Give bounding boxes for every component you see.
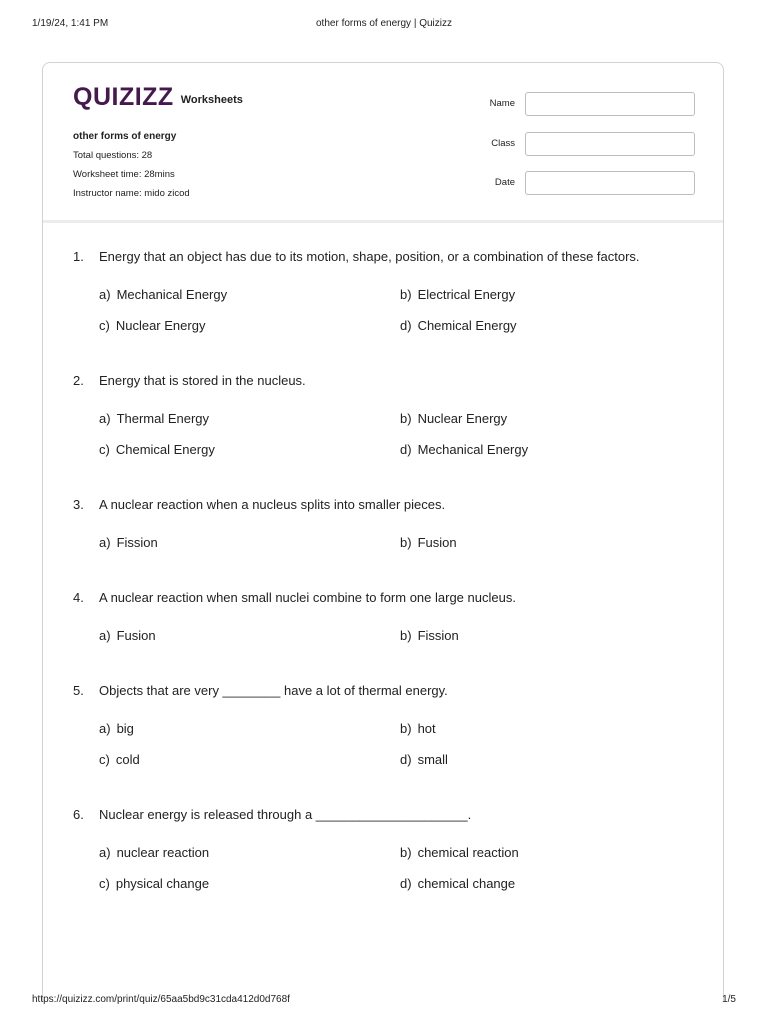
option-text: Nuclear Energy [115,318,206,333]
option-c [99,752,140,767]
worksheet-sheet [42,62,724,1002]
question-2 [73,373,693,457]
option-c [99,318,205,333]
option-letter: d) [400,876,412,891]
option-text: Electrical Energy [417,287,516,302]
question-number: 4. [73,590,84,605]
option-text: Fission [116,535,158,550]
print-footer [0,994,768,1008]
option-text: chemical reaction [417,845,519,860]
question-number: 1. [73,249,84,264]
question-text: A nuclear reaction when a nucleus splits into smaller pieces. [99,497,446,512]
class-field[interactable] [525,132,695,156]
option-d [400,442,528,457]
option-text: big [116,721,134,736]
option-a [99,535,158,550]
option-letter: b) [400,411,412,426]
option-b [400,628,459,643]
question-6 [73,807,693,891]
print-url: https://quizizz.com/print/quiz/65aa5bd9c31cda412d0d768f [32,994,290,1005]
question-text: A nuclear reaction when small nuclei combine to form one large nucleus. [99,590,516,605]
question-number: 2. [73,373,84,388]
worksheet-meta [73,127,190,203]
worksheet-header [43,63,723,223]
question-text: Nuclear energy is released through a _____________________. [99,807,472,822]
date-label: Date [494,177,515,188]
option-text: Chemical Energy [417,318,517,333]
print-header [0,18,768,32]
option-b [400,535,457,550]
option-c [99,442,215,457]
instructor-name: Instructor name: mido zicod [73,188,190,199]
option-text: Thermal Energy [116,411,210,426]
option-b [400,287,515,302]
quizizz-logo: QUIZIZZ [73,83,174,111]
option-letter: c) [99,442,110,457]
option-text: nuclear reaction [116,845,210,860]
option-letter: b) [400,721,412,736]
question-text: Energy that an object has due to its motion, shape, position, or a combination of these factors. [99,249,640,264]
option-letter: b) [400,628,412,643]
question-number: 5. [73,683,84,698]
option-text: cold [115,752,140,767]
option-letter: a) [99,411,111,426]
question-5 [73,683,693,767]
brand [73,85,243,110]
question-text: Objects that are very ________ have a lot of thermal energy. [99,683,448,698]
option-text: hot [417,721,436,736]
option-c [99,876,209,891]
option-letter: b) [400,535,412,550]
date-field[interactable] [525,171,695,195]
name-row [473,92,695,116]
option-letter: a) [99,845,111,860]
question-3 [73,497,693,550]
option-a [99,287,227,302]
option-letter: c) [99,752,110,767]
option-d [400,318,517,333]
option-a [99,628,156,643]
option-letter: a) [99,628,111,643]
page-number: 1/5 [722,994,736,1005]
name-label: Name [489,98,515,109]
option-letter: c) [99,876,110,891]
question-number: 6. [73,807,84,822]
option-text: Mechanical Energy [116,287,228,302]
question-1 [73,249,693,333]
option-text: Chemical Energy [115,442,215,457]
option-letter: a) [99,721,111,736]
option-letter: b) [400,845,412,860]
option-a [99,411,209,426]
option-letter: d) [400,442,412,457]
print-datetime: 1/19/24, 1:41 PM [32,18,109,29]
total-questions: Total questions: 28 [73,150,153,161]
date-row [473,171,695,195]
worksheet-title: other forms of energy [73,131,177,142]
option-text: Fission [417,628,459,643]
option-b [400,411,507,426]
option-text: small [417,752,448,767]
worksheet-time: Worksheet time: 28mins [73,169,175,180]
option-text: Fusion [417,535,457,550]
class-label: Class [491,138,515,149]
product-name: Worksheets [180,94,243,106]
print-page-title: other forms of energy | Quizizz [316,18,452,29]
option-text: chemical change [417,876,516,891]
question-number: 3. [73,497,84,512]
option-b [400,845,519,860]
option-text: physical change [115,876,210,891]
option-letter: d) [400,752,412,767]
option-letter: a) [99,535,111,550]
option-a [99,845,209,860]
option-a [99,721,134,736]
option-letter: a) [99,287,111,302]
option-letter: d) [400,318,412,333]
option-b [400,721,436,736]
option-d [400,752,448,767]
class-row [473,132,695,156]
option-text: Nuclear Energy [417,411,508,426]
name-field[interactable] [525,92,695,116]
option-d [400,876,515,891]
option-letter: b) [400,287,412,302]
option-text: Fusion [116,628,156,643]
question-4 [73,590,693,643]
option-text: Mechanical Energy [417,442,529,457]
option-letter: c) [99,318,110,333]
question-text: Energy that is stored in the nucleus. [99,373,306,388]
